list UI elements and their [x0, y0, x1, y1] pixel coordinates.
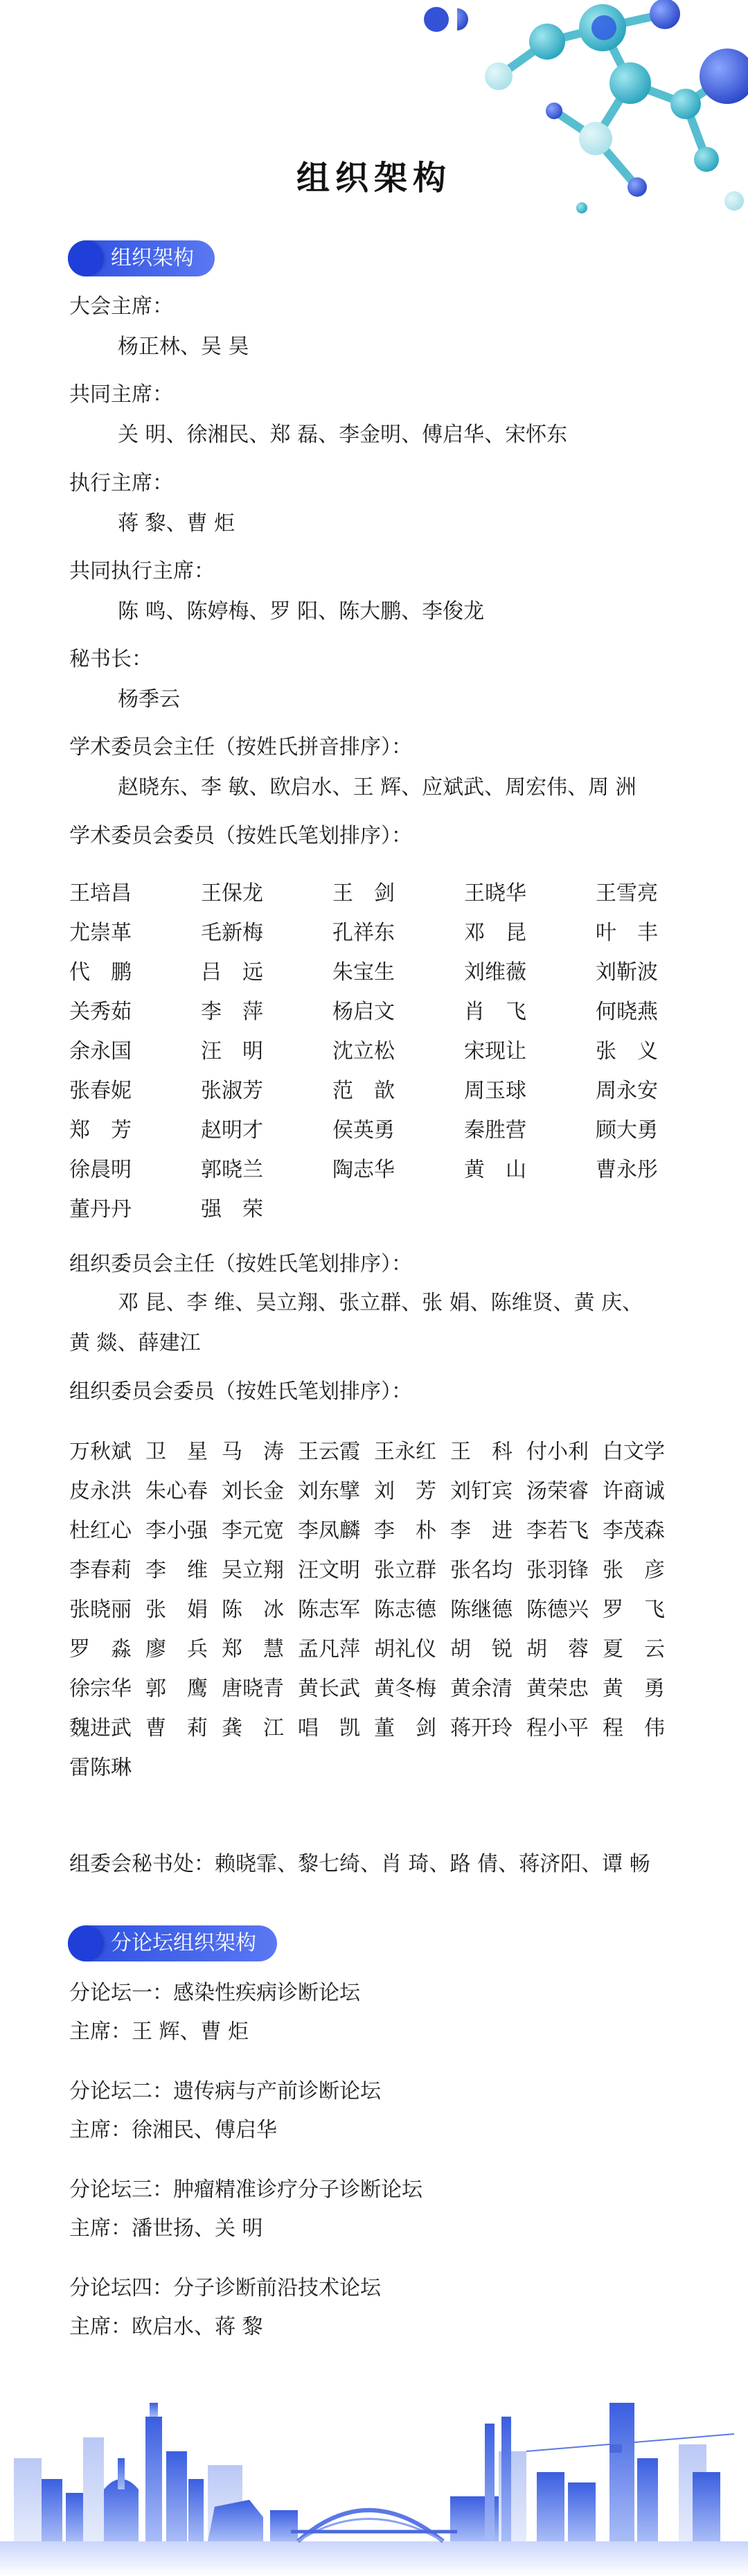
- co-chair-block: [69, 375, 679, 455]
- member-name: 徐晨明: [69, 1158, 132, 1182]
- org-director-label: 组织委员会主任（按姓氏笔划排序）：: [69, 1252, 412, 1276]
- member-name: 李小强: [145, 1519, 208, 1543]
- forum-title: 分论坛四：分子诊断前沿技术论坛: [69, 2276, 381, 2300]
- member-name: 王云霞: [298, 1440, 360, 1464]
- member-name: 杨启文: [332, 1000, 395, 1024]
- member-name: 李茂森: [603, 1519, 665, 1543]
- member-name: 周永安: [596, 1079, 658, 1103]
- member-name: 曹 莉: [145, 1716, 208, 1740]
- member-name: 雷陈琳: [69, 1756, 132, 1780]
- member-name: 张立群: [374, 1558, 436, 1582]
- exec-chair-block: [69, 464, 679, 544]
- exec-chair-value: 蒋 黎、曹 炬: [118, 511, 235, 536]
- city-skyline-icon: [0, 2375, 748, 2576]
- member-name: 吕 远: [201, 960, 263, 985]
- member-name: 孔祥东: [332, 921, 395, 945]
- member-name: 皮永洪: [69, 1479, 132, 1503]
- section-heading-organization: [68, 240, 215, 276]
- member-name: 张淑芳: [201, 1079, 263, 1103]
- forum-title: 分论坛二：遗传病与产前诊断论坛: [69, 2079, 381, 2103]
- member-name: 李 进: [450, 1519, 513, 1543]
- member-name: 郭晓兰: [201, 1158, 263, 1182]
- org-secretariat-text: 组委会秘书处：赖晓霏、黎七绮、肖 琦、路 倩、蒋济阳、谭 畅: [69, 1852, 650, 1876]
- member-name: 罗 飞: [603, 1598, 665, 1622]
- member-name: 黄长武: [298, 1677, 360, 1701]
- secretary-general-label: 秘书长：: [69, 647, 152, 671]
- member-name: 李若飞: [526, 1519, 589, 1543]
- member-name: 徐宗华: [69, 1677, 132, 1701]
- member-name: 张 娟: [145, 1598, 208, 1622]
- member-name: 陶志华: [332, 1158, 395, 1182]
- member-name: 尤崇革: [69, 921, 132, 945]
- academic-members-heading: [69, 816, 679, 856]
- member-name: 李 萍: [201, 1000, 263, 1024]
- member-name: 黄余清: [450, 1677, 513, 1701]
- member-name: 龚 江: [222, 1716, 284, 1740]
- member-name: 代 鹏: [69, 960, 132, 985]
- member-name: 白文学: [603, 1440, 665, 1464]
- forum-chairs: 主席：徐湘民、傅启华: [69, 2118, 277, 2142]
- member-name: 黄 山: [464, 1158, 526, 1182]
- section-heading-label: 分论坛组织架构: [111, 1931, 256, 1955]
- forum-chairs: 主席：王 辉、曹 炬: [69, 2020, 249, 2044]
- member-name: 廖 兵: [145, 1637, 208, 1661]
- forum-chairs: 主席：欧启水、蒋 黎: [69, 2315, 263, 2339]
- org-members-grid: [69, 1432, 679, 1788]
- member-name: 朱心春: [145, 1479, 208, 1503]
- academic-director-value: 赵晓东、李 敏、欧启水、王 辉、应斌武、周宏伟、周 洲: [118, 775, 636, 800]
- member-name: 陈 冰: [222, 1598, 284, 1622]
- member-name: 付小利: [526, 1440, 589, 1464]
- member-name: 孟凡萍: [298, 1637, 360, 1661]
- org-director-names: [69, 1283, 679, 1364]
- forum-item: [69, 2269, 679, 2347]
- member-name: 程小平: [526, 1716, 589, 1740]
- member-name: 汤荣睿: [526, 1479, 589, 1503]
- member-name: 王 剑: [332, 881, 395, 906]
- member-name: 张名均: [450, 1558, 513, 1582]
- member-name: 黄冬梅: [374, 1677, 436, 1701]
- chair-label: 大会主席：: [69, 294, 173, 319]
- member-name: 叶 丰: [596, 921, 658, 945]
- member-name: 李 维: [145, 1558, 208, 1582]
- member-name: 胡 蓉: [526, 1637, 589, 1661]
- bullet-dot-icon: [68, 1925, 104, 1961]
- member-name: 汪 明: [201, 1039, 263, 1064]
- bullet-dot-icon: [68, 240, 104, 276]
- member-name: 刘钉宾: [450, 1479, 513, 1503]
- chair-value: 杨正林、吴 昊: [118, 335, 249, 359]
- member-name: 刘维薇: [464, 960, 526, 985]
- org-secretariat: [69, 1844, 679, 1885]
- member-name: 曹永彤: [596, 1158, 658, 1182]
- org-members-heading: [69, 1372, 679, 1412]
- member-name: 陈志军: [298, 1598, 360, 1622]
- org-director-block: [69, 1244, 679, 1285]
- member-name: 董丹丹: [69, 1197, 132, 1221]
- member-name: 肖 飞: [464, 1000, 526, 1024]
- member-name: 余永国: [69, 1039, 132, 1064]
- member-name: 顾大勇: [596, 1118, 658, 1143]
- member-name: 王永红: [374, 1440, 436, 1464]
- forum-chairs: 主席：潘世扬、关 明: [69, 2216, 263, 2241]
- academic-members-label: 学术委员会委员（按姓氏笔划排序）：: [69, 824, 412, 848]
- member-name: 毛新梅: [201, 921, 263, 945]
- chair-block: [69, 287, 679, 367]
- member-name: 杜红心: [69, 1519, 132, 1543]
- member-name: 张 义: [596, 1039, 658, 1064]
- member-name: 张 彦: [603, 1558, 665, 1582]
- member-name: 万秋斌: [69, 1440, 132, 1464]
- member-name: 许商诚: [603, 1479, 665, 1503]
- member-name: 王雪亮: [596, 881, 658, 906]
- member-name: 董 剑: [374, 1716, 436, 1740]
- member-name: 唐晓青: [222, 1677, 284, 1701]
- member-name: 汪文明: [298, 1558, 360, 1582]
- academic-director-block: [69, 727, 679, 808]
- member-name: 魏进武: [69, 1716, 132, 1740]
- member-name: 李凤麟: [298, 1519, 360, 1543]
- member-name: 马 涛: [222, 1440, 284, 1464]
- page-title: 组织架构: [296, 159, 452, 197]
- member-name: 王 科: [450, 1440, 513, 1464]
- member-name: 卫 星: [145, 1440, 208, 1464]
- member-name: 王保龙: [201, 881, 263, 906]
- member-name: 刘 芳: [374, 1479, 436, 1503]
- member-name: 黄 勇: [603, 1677, 665, 1701]
- secretary-general-block: [69, 639, 679, 720]
- member-name: 程 伟: [603, 1716, 665, 1740]
- member-name: 陈德兴: [526, 1598, 589, 1622]
- member-name: 胡礼仪: [374, 1637, 436, 1661]
- member-name: 吴立翔: [222, 1558, 284, 1582]
- member-name: 关秀茹: [69, 1000, 132, 1024]
- member-name: 赵明才: [201, 1118, 263, 1143]
- member-name: 周玉球: [464, 1079, 526, 1103]
- org-members-label: 组织委员会委员（按姓氏笔划排序）：: [69, 1379, 412, 1404]
- co-exec-chair-value: 陈 鸣、陈婷梅、罗 阳、陈大鹏、李俊龙: [118, 599, 485, 624]
- exec-chair-label: 执行主席：: [69, 471, 173, 495]
- member-name: 王晓华: [464, 881, 526, 906]
- co-exec-chair-label: 共同执行主席：: [69, 559, 215, 583]
- member-name: 李元宽: [222, 1519, 284, 1543]
- member-name: 何晓燕: [596, 1000, 658, 1024]
- molecule-dot-icon: [421, 4, 452, 35]
- member-name: 夏 云: [603, 1637, 665, 1661]
- member-name: 朱宝生: [332, 960, 395, 985]
- co-chair-label: 共同主席：: [69, 382, 173, 407]
- secretary-general-value: 杨季云: [118, 687, 180, 712]
- member-name: 刘东擘: [298, 1479, 360, 1503]
- section-heading-forums: [68, 1925, 277, 1961]
- member-name: 秦胜营: [464, 1118, 526, 1143]
- member-name: 胡 锐: [450, 1637, 513, 1661]
- member-name: 宋现让: [464, 1039, 526, 1064]
- member-name: 蒋开玲: [450, 1716, 513, 1740]
- forum-item: [69, 1974, 679, 2052]
- member-name: 侯英勇: [332, 1118, 395, 1143]
- academic-members-grid: [69, 874, 679, 1229]
- member-name: 王培昌: [69, 881, 132, 906]
- member-name: 张羽锋: [526, 1558, 589, 1582]
- org-director-line1: 邓 昆、李 维、吴立翔、张立群、张 娟、陈维贤、黄 庆、: [118, 1291, 643, 1315]
- member-name: 张春妮: [69, 1079, 132, 1103]
- member-name: 李 朴: [374, 1519, 436, 1543]
- member-name: 陈继德: [450, 1598, 513, 1622]
- member-name: 陈志德: [374, 1598, 436, 1622]
- member-name: 郑 慧: [222, 1637, 284, 1661]
- member-name: 沈立松: [332, 1039, 395, 1064]
- academic-director-label: 学术委员会主任（按姓氏拼音排序）：: [69, 735, 412, 759]
- forum-item: [69, 2171, 679, 2248]
- member-name: 刘长金: [222, 1479, 284, 1503]
- co-chair-value: 关 明、徐湘民、郑 磊、李金明、傅启华、宋怀东: [118, 423, 568, 447]
- member-name: 李春莉: [69, 1558, 132, 1582]
- section-heading-label: 组织架构: [111, 246, 194, 270]
- member-name: 郭 鹰: [145, 1677, 208, 1701]
- member-name: 强 荣: [201, 1197, 263, 1221]
- forum-title: 分论坛一：感染性疾病诊断论坛: [69, 1981, 360, 2005]
- org-director-line2: 黄 燚、薛建江: [69, 1331, 201, 1355]
- co-exec-chair-block: [69, 552, 679, 632]
- member-name: 刘靳波: [596, 960, 658, 985]
- member-name: 罗 淼: [69, 1637, 132, 1661]
- member-name: 范 歆: [332, 1079, 395, 1103]
- member-name: 张晓丽: [69, 1598, 132, 1622]
- member-name: 邓 昆: [464, 921, 526, 945]
- member-name: 黄荣忠: [526, 1677, 589, 1701]
- member-name: 郑 芳: [69, 1118, 132, 1143]
- forum-title: 分论坛三：肿瘤精准诊疗分子诊断论坛: [69, 2178, 422, 2202]
- member-name: 唱 凯: [298, 1716, 360, 1740]
- forum-item: [69, 2072, 679, 2150]
